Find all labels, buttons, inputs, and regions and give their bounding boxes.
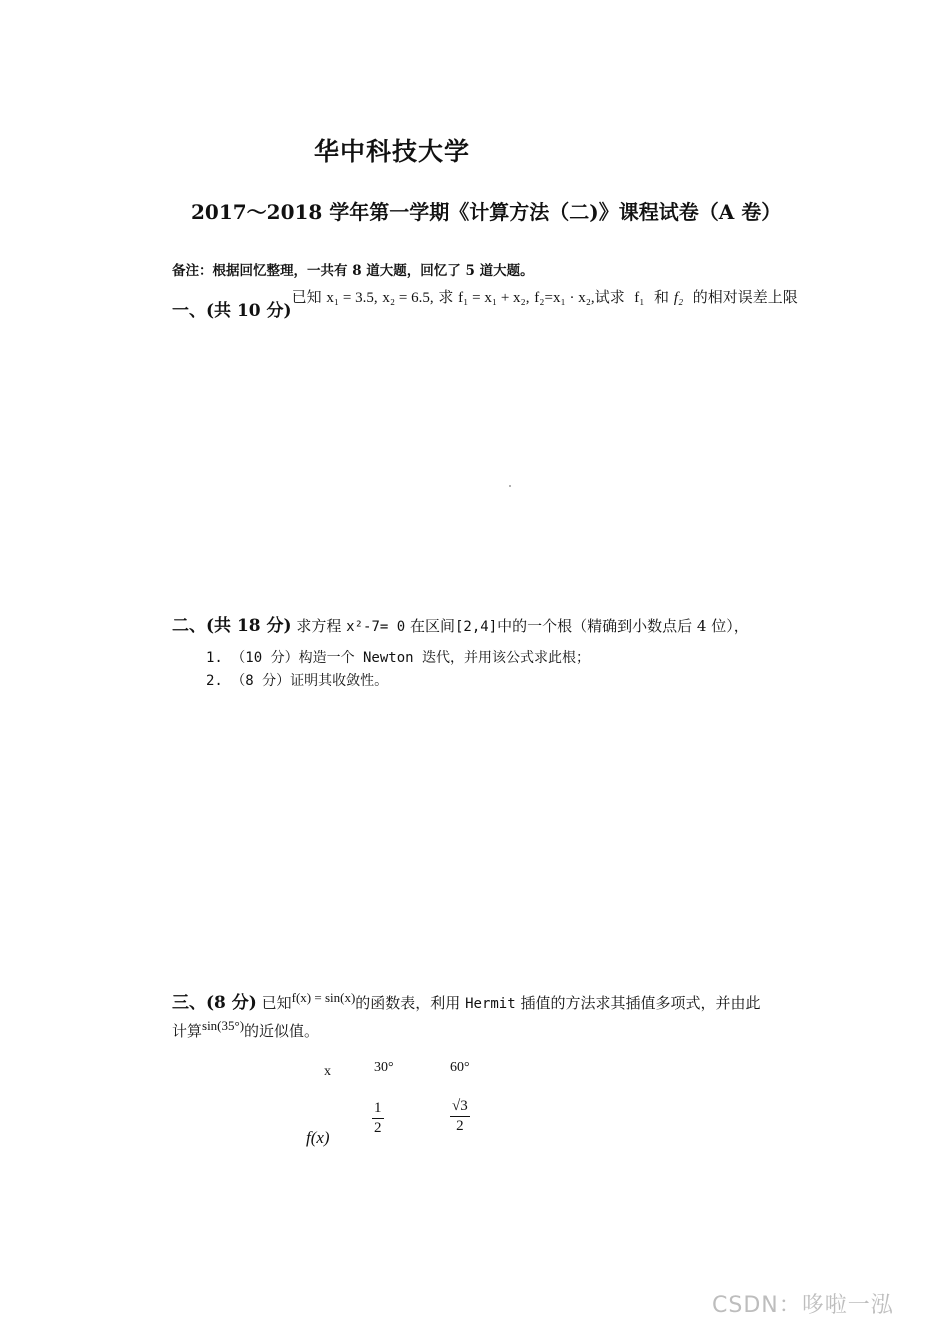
q2-equation: x²-7= 0 [346,619,406,635]
q1-f1-symbol: f₁ [634,290,645,306]
q2-text: 在区间 [409,617,455,635]
q1-text: 试求 [594,288,625,306]
question-3 [172,988,760,1013]
question-3-heading: 三、(8 分) [172,993,257,1013]
speck [509,485,511,487]
q3-text: 的近似值。 [244,1022,320,1040]
table-col-30: 30° [374,1060,394,1075]
exam-title: 2017～2018 学年第一学期《计算方法（二)》课程试卷（A 卷） [191,200,782,224]
q1-f2-symbol: f₂ [673,290,684,306]
question-3-line-2 [172,1020,319,1041]
table-fx-label: f(x) [306,1128,330,1147]
q1-text: 和 [654,288,670,306]
q2-text: 中的一个根（精确到小数点后 4 位）， [497,617,749,635]
q3-target: sin(35°) [202,1018,245,1033]
q1-text: 的相对误差上限 [692,288,798,306]
q1-x2: x₂ = 6.5, [382,290,434,306]
table-col-60: 60° [450,1060,470,1075]
q1-x1: x₁ = 3.5, [326,290,378,306]
note: 备注：根据回忆整理，一共有 8 道大题，回忆了 5 道大题。 [172,263,534,279]
q1-f2: f₂=x₁ · x₂, [534,290,595,306]
q3-hermit: Hermit [465,996,516,1012]
table-x-label: x [324,1064,331,1079]
q3-function: f(x) = sin(x) [291,990,356,1005]
fraction-denominator: 2 [374,1120,382,1136]
university-title: 华中科技大学 [314,137,471,166]
fraction-denominator: 2 [456,1118,464,1134]
question-2-heading: 二、(共 18 分) [172,616,292,636]
q3-text: 已知 [261,994,292,1012]
table-value-30 [372,1100,384,1137]
question-1 [172,282,798,321]
watermark: CSDN：哆啦一泓 [712,1293,894,1318]
fraction-numerator: 1 [372,1100,384,1119]
fraction-numerator: √3 [450,1098,470,1117]
q3-text: 计算 [172,1022,203,1040]
table-value-60 [450,1098,470,1135]
question-1-heading: 一、(共 10 分) [172,301,292,321]
q1-f1: f₁ = x₁ + x₂, [458,290,530,306]
question-2-item-1: 1. （10 分）构造一个 Newton 迭代，并用该公式求此根； [206,650,591,666]
q2-text: 求方程 [296,617,342,635]
q2-interval: [2,4] [454,619,498,635]
q3-text: 插值的方法求其插值多项式，并由此 [520,994,761,1012]
q1-text: 已知 [291,288,322,306]
q3-text: 的函数表，利用 [355,994,461,1012]
question-2-item-2: 2. （8 分）证明其收敛性。 [206,673,389,689]
question-2 [172,611,749,636]
q1-text: 求 [438,288,454,306]
